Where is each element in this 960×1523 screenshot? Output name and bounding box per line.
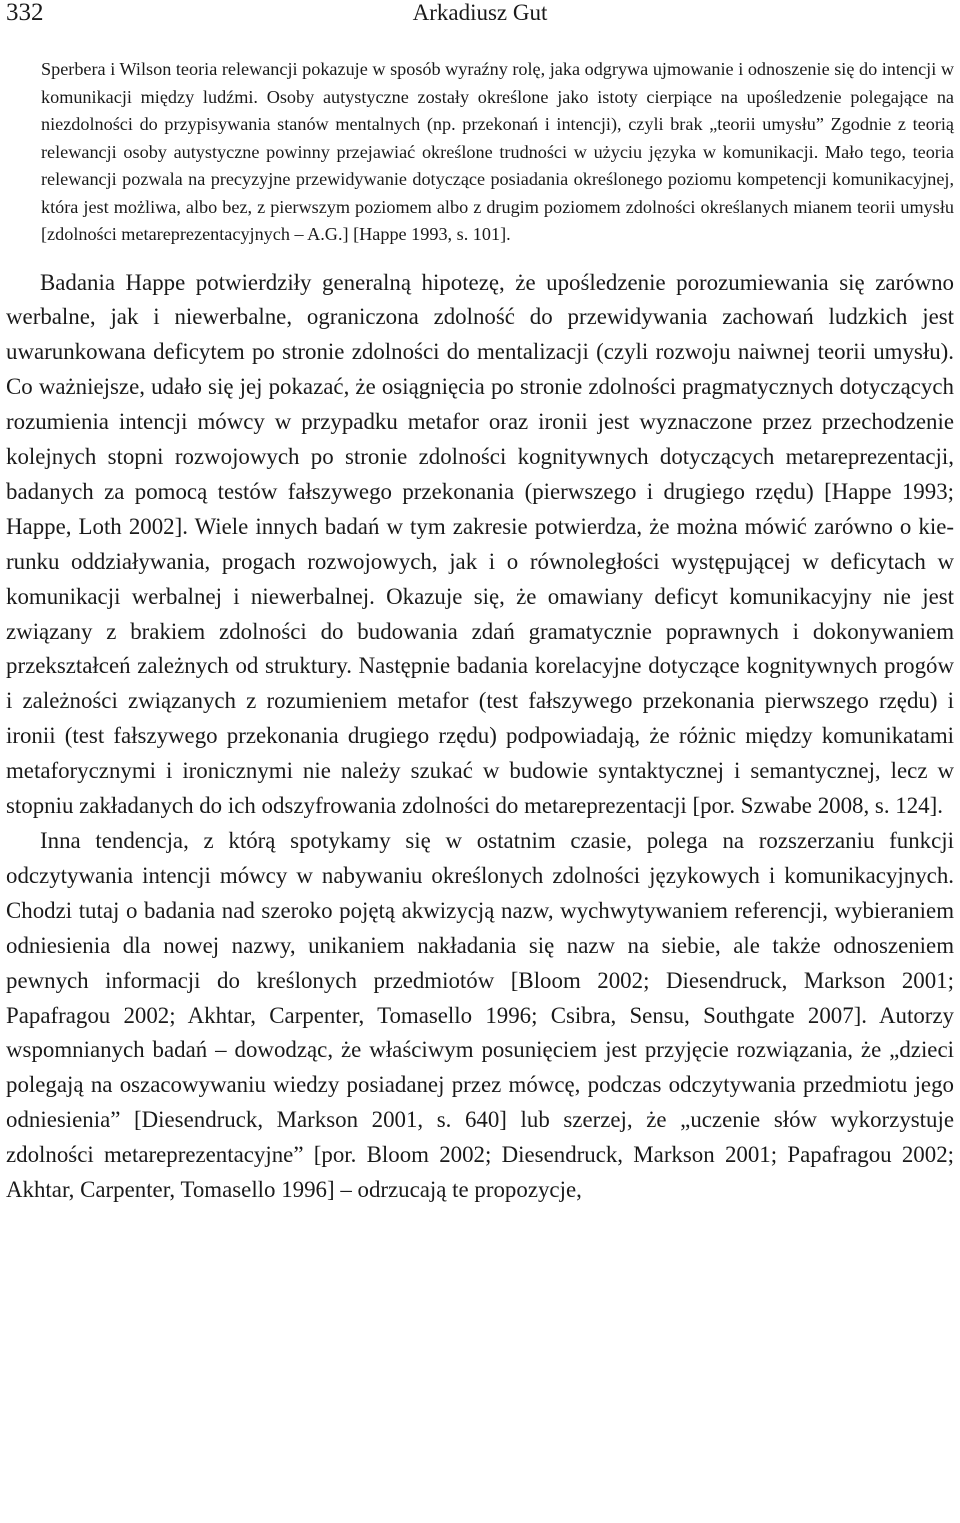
paragraph: Badania Happe potwierdziły generalną hipotezę, że upośledzenie porozumiewania się zarówno werbalne, jak i niewerbalne, ograniczona zdolność do przewidywania zachowań ludzkich jest uwarunkowana deficytem po stronie zdolności do mentalizacji (czyli rozwoju naiwnej teorii umysłu). Co ważniejsze, udało się jej pokazać, że osiągnięcia po stronie zdolności pragmatycznych dotyczących rozumienia intencji mówcy w przypadku metafor oraz ironii jest wyznaczone przez przechodzenie kolejnych stopni rozwojowych po stronie zdolności kognitywnych dotyczących metareprezentacji, badanych za pomocą testów fałszywego przekonania (pierwszego i drugiego rzędu) [Happe 1993; Happe, Loth 2002]. Wiele innych badań w tym zakresie potwierdza, że można mówić zarówno o kierunku oddziaływania, progach rozwojowych, jak i o równoległości występującej w deficytach w komunikacji werbalnej i niewerbalnej. Okazuje się, że omawiany deficyt komunikacyjny nie jest związany z brakiem zdolności do budowania zdań gramatycznie poprawnych i dokonywaniem przekształceń zależnych od struktury. Następnie badania korelacyjne dotyczące kognitywnych progów i zależności związanych z rozumieniem metafor (test fałszywego przekonania pierwszego rzędu) i ironii (test fałszywego przekonania drugiego rzędu) podpowiadają, że różnic między komunikatami metaforycznymi i ironicznymi nie należy szukać w budowie syntaktycznej i semantycznej, lecz w stopniu zakładanych do ich odszyfrowania zdolności do metareprezentacji [por. Szwabe 2008, s. 124]. [6,269,954,819]
page-number: 332 [6,0,44,26]
main-text [6,266,954,1208]
page-header [6,0,954,30]
book-page [6,0,954,1523]
running-head-author: Arkadiusz Gut [412,0,548,25]
block-quote: Sperbera i Wilson teoria relewancji pokazuje w sposób wyraźny rolę, jaka odgrywa ujmowanie i odnoszenie się do intencji w komunikacji między ludźmi. Osoby autystyczne zostały określone jako istoty cierpiące na upośledzenie polegające na niezdolności do przypisywania stanów mentalnych (np. przekonań i intencji), czyli brak „teorii umysłu” Zgodnie z teorią relewancji osoby autystyczne powinny przejawiać określone trudności w użyciu języka w komunikacji. Mało tego, teoria relewancji pozwala na precyzyjne przewidywanie dotyczące posiadania określonego poziomu kompetencji komunikacyjnej, która jest możliwa, albo bez, z pierwszym poziomem albo z drugim poziomem zdolności określanych mianem teorii umysłu [zdolności metareprezentacyjnych – A.G.] [Happe 1993, s. 101]. [41,59,954,244]
paragraph: Inna tendencja, z którą spotykamy się w ostatnim czasie, polega na rozszerzaniu funkcji odczytywania intencji mówcy w nabywaniu określonych zdolności językowych i komunikacyjnych. Chodzi tutaj o badania nad szeroko pojętą akwizycją nazw, wychwytywaniem referencji, wybieraniem odniesienia dla nowej nazwy, unikaniem nakładania się nazw na siebie, ale także odnoszeniem pewnych informacji do kreślonych przedmiotów [Bloom 2002; Diesendruck, Markson 2001; Papafragou 2002; Akhtar, Carpenter, Tomasello 1996; Csibra, Sensu, Southgate 2007]. Autorzy wspomnianych badań – dowodząc, że właściwym posunięciem jest przyjęcie rozwiązania, że „dzieci polegają na oszacowywaniu wiedzy posiadanej przez mówcę, podczas odczytywania przedmiotu jego odniesienia” [Diesendruck, Markson 2001, s. 640] lub szerzej, że „uczenie słów wykorzystuje zdolności metareprezentacyjne” [por. Bloom 2002; Diesendruck, Markson 2001; Papafragou 2002; Akhtar, Carpenter, Tomasello 1996] – odrzucają te propozycje, [6,828,954,1203]
